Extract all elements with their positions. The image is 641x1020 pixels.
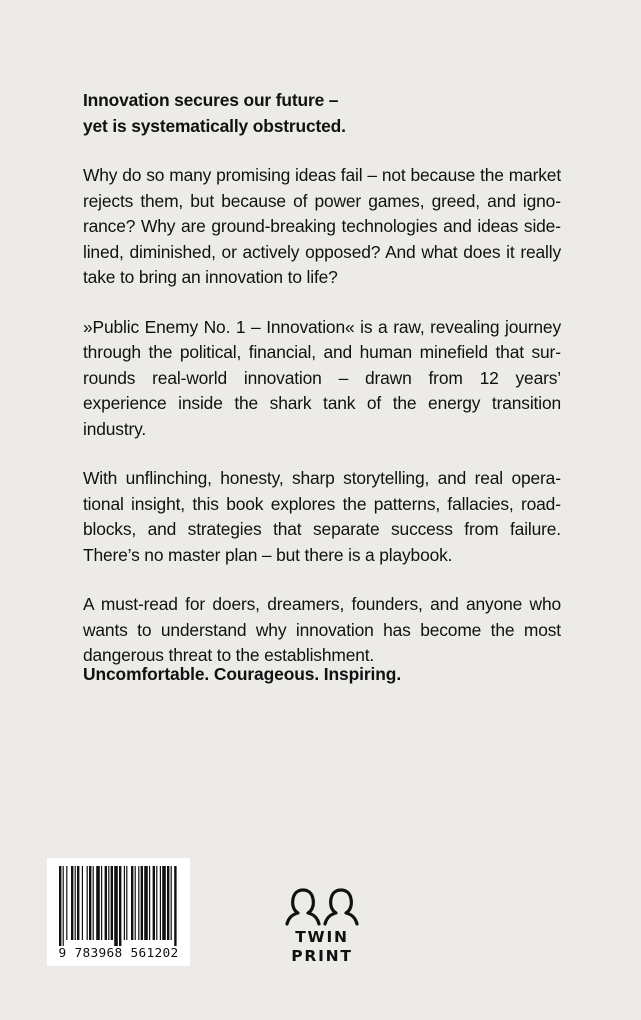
publisher-name-line-1: TWIN — [295, 928, 349, 946]
headline-line-1: Innovation secures our future – — [83, 90, 339, 110]
barcode-bar — [160, 866, 161, 940]
barcode-bar — [77, 866, 79, 940]
barcode-bar — [93, 866, 94, 940]
barcode-bar — [126, 866, 127, 940]
blurb-text — [83, 88, 561, 693]
twin-figures-icon — [283, 886, 361, 928]
barcode-bar — [162, 866, 166, 940]
barcode-bar — [63, 866, 64, 946]
barcode-bar — [144, 866, 148, 940]
barcode-bar — [101, 866, 102, 940]
barcode-bar — [75, 866, 76, 940]
tagline: Uncomfortable. Courageous. Inspiring. — [83, 664, 402, 684]
publisher-name-line-2: PRINT — [291, 947, 353, 965]
barcode-bar — [167, 866, 169, 940]
barcode-bar — [171, 866, 172, 940]
barcode-bar — [153, 866, 155, 940]
barcode-bar — [124, 866, 125, 940]
headline-line-2: yet is systematically obstructed. — [83, 115, 346, 136]
barcode-bar — [138, 866, 139, 940]
isbn-number: 9 783968 561202 — [58, 946, 179, 961]
barcode-bar — [149, 866, 150, 940]
barcode-bar — [87, 866, 88, 940]
barcode-bar — [119, 866, 121, 946]
publisher-logo — [282, 886, 362, 970]
barcode-bar — [105, 866, 107, 940]
barcode-bar — [156, 866, 157, 940]
paragraph-book-description: »Public Enemy No. 1 – Innovation« is a raw, revealing journey through the political, financial, and human minefield that surrounds real-world innovation – drawn from 12 years’ experience inside the shark tank of the energy transition industry. — [83, 316, 561, 439]
paragraph-book-insight: With unflinching, honesty, sharp storytelling, and real operational insight, this book explores the patterns, fallacies, roadblocks, and strategies that separate success from failure. There’s no master plan – but there is a playbook. — [83, 468, 561, 565]
barcode-bar — [59, 866, 61, 946]
paragraph-intro-questions: Why do so many promising ideas fail – not because the market rejects them, but because of power games, greed, and ignorance? Why are ground-breaking technologies and ideas sidelined, diminished, or actively opposed? And what does it really take to bring an innovation to life? — [83, 165, 561, 287]
isbn-barcode — [47, 858, 190, 966]
barcode-bar — [71, 866, 73, 940]
paragraph-audience: A must-read for doers, dreamers, founders, and anyone who wants to understand why innovation has become the most dangerous threat to the establishment. — [83, 594, 561, 665]
barcode-bar — [66, 866, 67, 940]
barcode-bar — [131, 866, 133, 940]
barcode-bar — [114, 866, 118, 946]
barcode-bar — [82, 866, 83, 940]
barcode-bar — [96, 866, 100, 940]
barcode-bar — [141, 866, 143, 940]
barcode-bar — [111, 866, 113, 940]
barcode-bar — [174, 866, 176, 946]
barcode-bar — [108, 866, 109, 940]
barcode-bar — [135, 866, 136, 940]
barcode-bar — [89, 866, 91, 940]
headline — [83, 88, 561, 139]
